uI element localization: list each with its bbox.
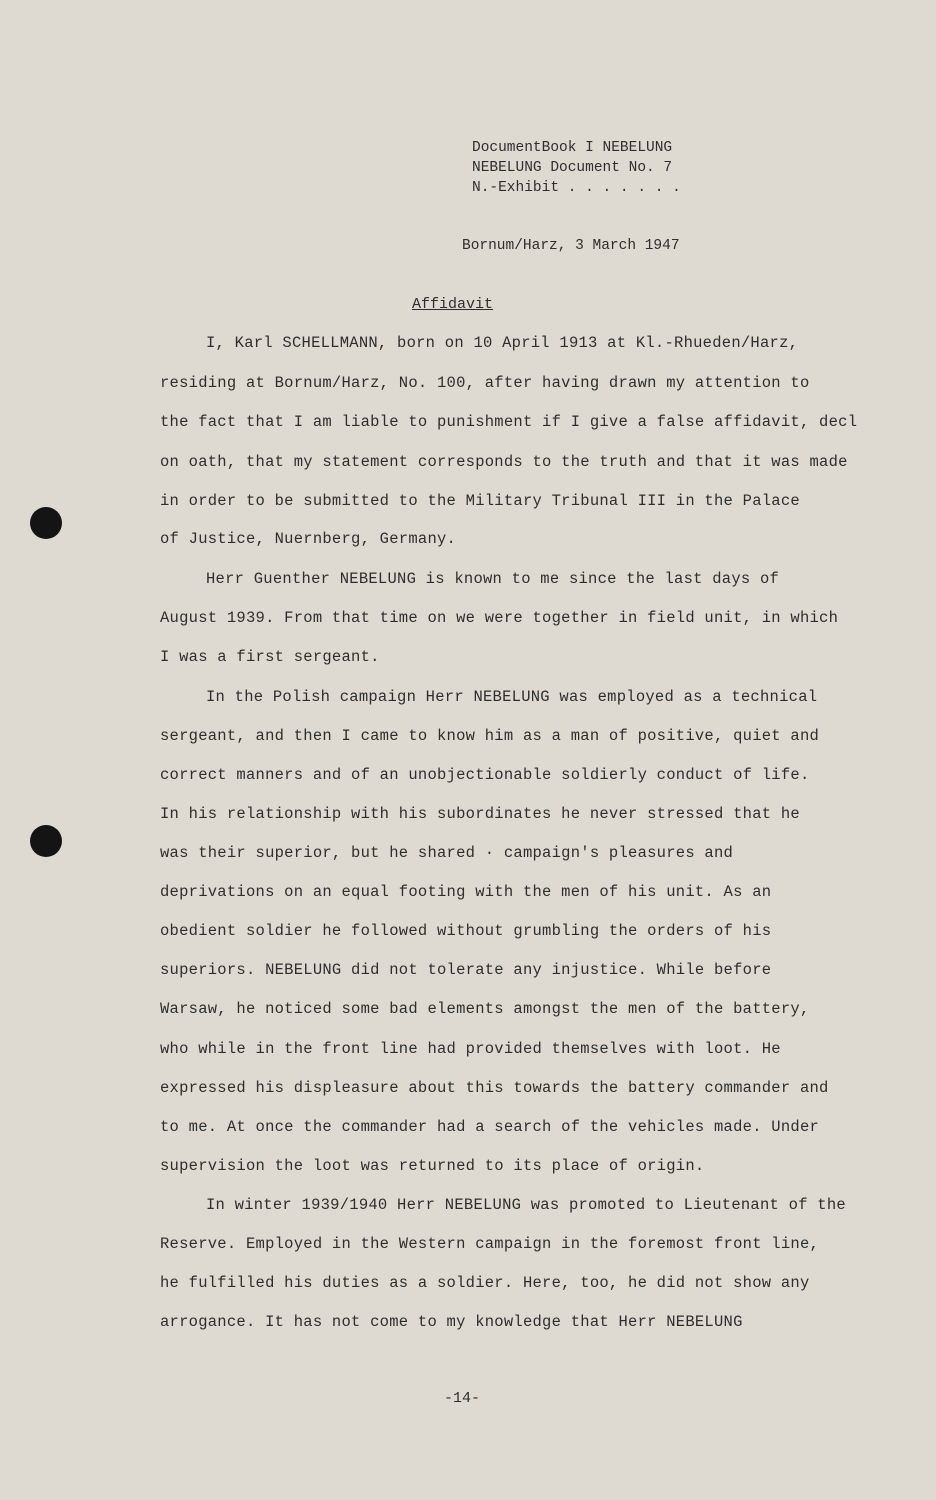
text-line: Herr Guenther NEBELUNG is known to me since the last days of — [206, 570, 780, 588]
text-line: supervision the loot was returned to its place of origin. — [160, 1157, 705, 1175]
header-exhibit: N.-Exhibit . . . . . . . — [472, 180, 681, 196]
text-line: In the Polish campaign Herr NEBELUNG was employed as a technical — [206, 688, 818, 706]
affidavit-title: Affidavit — [412, 296, 494, 313]
header-document-book: DocumentBook I NEBELUNG — [472, 140, 673, 156]
header-document-no: NEBELUNG Document No. 7 — [472, 160, 673, 176]
text-line: residing at Bornum/Harz, No. 100, after having drawn my attention to — [160, 374, 810, 392]
place-date: Bornum/Harz, 3 March 1947 — [462, 238, 680, 254]
text-line: to me. At once the commander had a search of the vehicles made. Under — [160, 1118, 820, 1136]
text-line: who while in the front line had provided themselves with loot. He — [160, 1040, 781, 1058]
text-line: the fact that I am liable to punishment if I give a false affidavit, decl — [160, 413, 858, 431]
text-line: on oath, that my statement corresponds to the truth and that it was made — [160, 453, 848, 471]
page-number: -14- — [444, 1390, 481, 1407]
punch-hole-top — [30, 507, 62, 539]
text-line: obedient soldier he followed without grumbling the orders of his — [160, 922, 772, 940]
punch-hole-bottom — [30, 825, 62, 857]
text-line: in order to be submitted to the Military Tribunal III in the Palace — [160, 492, 800, 510]
text-line: he fulfilled his duties as a soldier. Here, too, he did not show any — [160, 1274, 810, 1292]
text-line: Reserve. Employed in the Western campaign in the foremost front line, — [160, 1235, 820, 1253]
text-line: of Justice, Nuernberg, Germany. — [160, 530, 457, 548]
text-line: expressed his displeasure about this towards the battery commander and — [160, 1079, 829, 1097]
text-line: superiors. NEBELUNG did not tolerate any injustice. While before — [160, 961, 772, 979]
text-line: I was a first sergeant. — [160, 648, 380, 666]
text-line: arrogance. It has not come to my knowledge that Herr NEBELUNG — [160, 1313, 743, 1331]
text-line: In winter 1939/1940 Herr NEBELUNG was promoted to Lieutenant of the — [206, 1196, 846, 1214]
text-line: correct manners and of an unobjectionable soldierly conduct of life. — [160, 766, 810, 784]
text-line: deprivations on an equal footing with the men of his unit. As an — [160, 883, 772, 901]
text-line: was their superior, but he shared · campaign's pleasures and — [160, 844, 734, 862]
text-line: sergeant, and then I came to know him as a man of positive, quiet and — [160, 727, 820, 745]
text-line: Warsaw, he noticed some bad elements amongst the men of the battery, — [160, 1000, 810, 1018]
text-line: I, Karl SCHELLMANN, born on 10 April 1913 at Kl.-Rhueden/Harz, — [206, 334, 799, 352]
text-line: In his relationship with his subordinates he never stressed that he — [160, 805, 800, 823]
text-line: August 1939. From that time on we were together in field unit, in which — [160, 609, 839, 627]
